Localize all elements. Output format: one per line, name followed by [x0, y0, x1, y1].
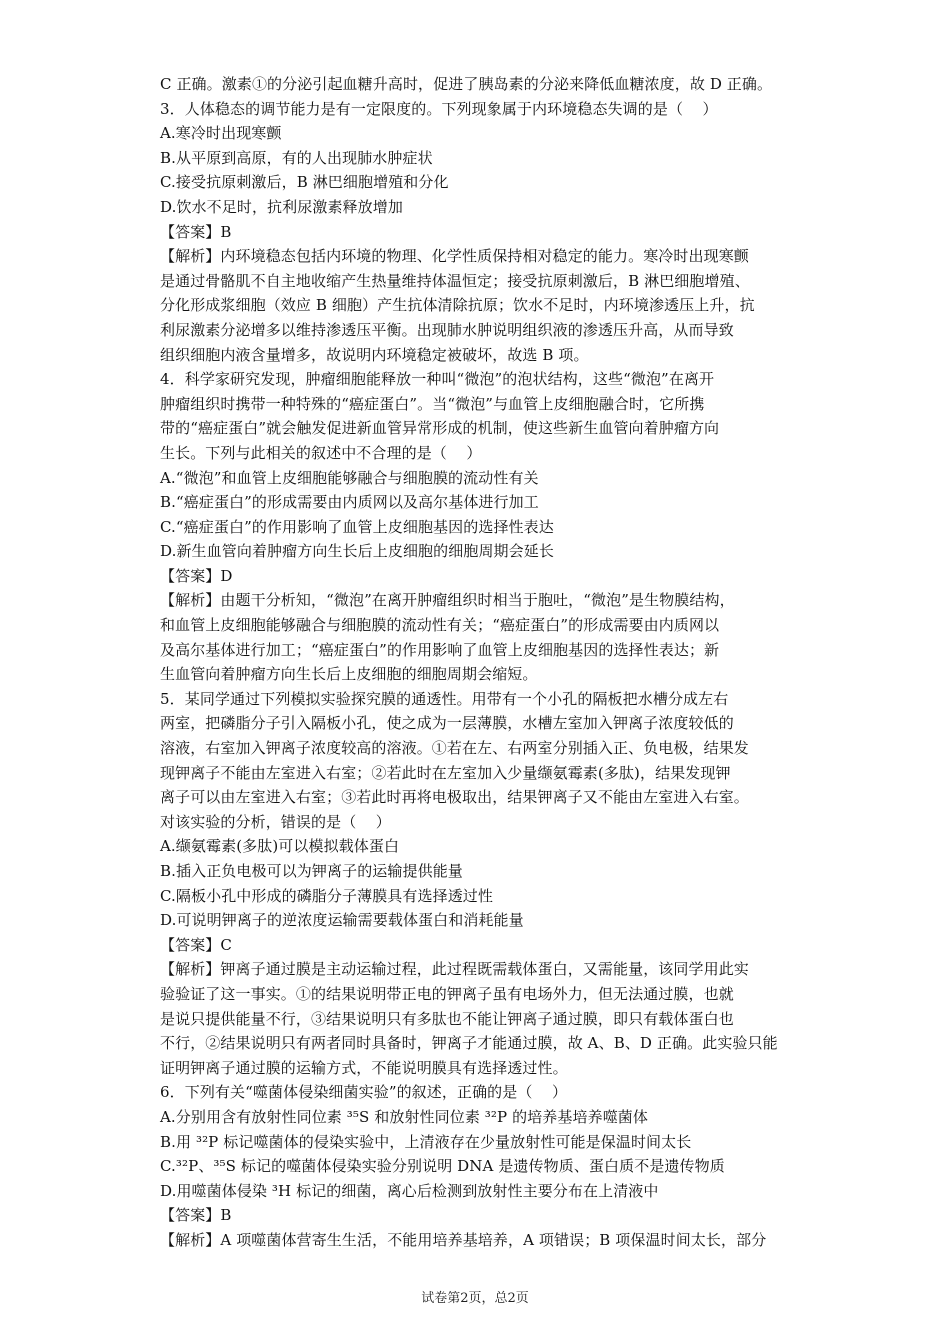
text-line: 【解析】由题干分析知，“微泡”在离开肿瘤组织时相当于胞吐，“微泡”是生物膜结构，: [160, 591, 735, 610]
text-line: B.用 ³²P 标记噬菌体的侵染实验中，上清液存在少量放射性可能是保温时间太长: [160, 1132, 692, 1151]
text-line: 利尿激素分泌增多以维持渗透压平衡。出现肺水肿说明组织液的渗透压升高，从而导致: [160, 320, 734, 339]
text-line: 及高尔基体进行加工；“癌症蛋白”的作用影响了血管上皮细胞基因的选择性表达；新: [160, 640, 720, 659]
text-line: 【解析】钾离子通过膜是主动运输过程，此过程既需载体蛋白，又需能量，该同学用此实: [160, 960, 749, 979]
text-line: 【解析】内环境稳态包括内环境的物理、化学性质保持相对稳定的能力。寒冷时出现寒颤: [160, 247, 749, 266]
text-line: C.隔板小孔中形成的磷脂分子薄膜具有选择透过性: [160, 886, 494, 905]
text-line: C.“癌症蛋白”的作用影响了血管上皮细胞基因的选择性表达: [160, 517, 554, 536]
text-line: C.³²P、³⁵S 标记的噬菌体侵染实验分别说明 DNA 是遗传物质、蛋白质不是遗传物质: [160, 1157, 725, 1176]
page-footer: 试卷第2页，总2页: [421, 1291, 529, 1306]
text-line: D.用噬菌体侵染 ³H 标记的细菌，离心后检测到放射性主要分布在上清液中: [160, 1181, 659, 1200]
text-line: 生长。下列与此相关的叙述中不合理的是（ ）: [160, 443, 482, 462]
text-line: 分化形成浆细胞（效应 B 细胞）产生抗体清除抗原；饮水不足时，内环境渗透压上升，抗: [160, 296, 755, 315]
text-line: B.插入正负电极可以为钾离子的运输提供能量: [160, 862, 463, 880]
text-line: C.接受抗原刺激后，B 淋巴细胞增殖和分化: [160, 173, 449, 192]
text-line: A.“微泡”和血管上皮细胞能够融合与细胞膜的流动性有关: [160, 468, 539, 487]
text-line: 两室，把磷脂分子引入隔板小孔，使之成为一层薄膜，水槽左室加入钾离子浓度较低的: [160, 714, 734, 733]
text-line: B.从平原到高原，有的人出现肺水肿症状: [160, 148, 433, 167]
text-line: D.饮水不足时，抗利尿激素释放增加: [160, 197, 403, 216]
text-line: B.“癌症蛋白”的形成需要由内质网以及高尔基体进行加工: [160, 493, 539, 512]
text-line: 带的“癌症蛋白”就会触发促进新血管异常形成的机制，使这些新生血管向着肿瘤方向: [160, 419, 720, 438]
text-line: 和血管上皮细胞能够融合与细胞膜的流动性有关；“癌症蛋白”的形成需要由内质网以: [160, 616, 720, 635]
text-line: 5．某同学通过下列模拟实验探究膜的通透性。用带有一个小孔的隔板把水槽分成左右: [160, 689, 729, 708]
text-line: 【答案】D: [160, 566, 233, 585]
text-line: D.可说明钾离子的逆浓度运输需要载体蛋白和消耗能量: [160, 911, 524, 930]
text-line: 组织细胞内液含量增多，故说明内环境稳定被破坏，故选 B 项。: [160, 345, 589, 364]
text-line: A.寒冷时出现寒颤: [160, 124, 282, 143]
text-line: 【答案】B: [160, 1206, 232, 1225]
text-line: 6．下列有关“噬菌体侵染细菌实验”的叙述，正确的是（ ）: [160, 1083, 568, 1102]
text-line: 【解析】A 项噬菌体营寄生生活，不能用培养基培养，A 项错误；B 项保温时间太长，部分: [160, 1230, 767, 1249]
text-line: 【答案】B: [160, 222, 232, 241]
text-line: 验验证了这一事实。①的结果说明带正电的钾离子虽有电场外力，但无法通过膜，也就: [160, 984, 734, 1003]
text-line: 是通过骨骼肌不自主地收缩产生热量维持体温恒定；接受抗原刺激后，B 淋巴细胞增殖、: [160, 271, 750, 290]
text-line: A.缬氨霉素(多肽)可以模拟载体蛋白: [160, 837, 400, 856]
text-line: 肿瘤组织时携带一种特殊的“癌症蛋白”。当“微泡”与血管上皮细胞融合时，它所携: [160, 394, 705, 413]
text-line: 证明钾离子通过膜的运输方式，不能说明膜具有选择透过性。: [160, 1058, 568, 1077]
text-line: 3．人体稳态的调节能力是有一定限度的。下列现象属于内环境稳态失调的是（ ）: [160, 99, 718, 118]
text-line: A.分别用含有放射性同位素 ³⁵S 和放射性同位素 ³²P 的培养基培养噬菌体: [160, 1107, 648, 1126]
text-line: 不行，②结果说明只有两者同时具备时，钾离子才能通过膜，故 A、B、D 正确。此实验只能: [160, 1034, 778, 1053]
text-line: 是说只提供能量不行，③结果说明只有多肽也不能让钾离子通过膜，即只有载体蛋白也: [160, 1009, 734, 1028]
text-line: 对该实验的分析，错误的是（ ）: [160, 812, 391, 831]
text-line: 【答案】C: [160, 935, 232, 954]
text-line: 离子可以由左室进入右室；③若此时再将电极取出，结果钾离子又不能由左室进入右室。: [160, 788, 749, 807]
text-line: D.新生血管向着肿瘤方向生长后上皮细胞的细胞周期会延长: [160, 542, 554, 561]
text-line: 溶液，右室加入钾离子浓度较高的溶液。①若在左、右两室分别插入正、负电极，结果发: [160, 739, 749, 758]
text-line: 4．科学家研究发现，肿瘤细胞能释放一种叫“微泡”的泡状结构，这些“微泡”在离开: [160, 370, 715, 389]
text-line: 生血管向着肿瘤方向生长后上皮细胞的细胞周期会缩短。: [160, 665, 538, 684]
text-line: 现钾离子不能由左室进入右室；②若此时在左室加入少量缬氨霉素(多肽)，结果发现钾: [160, 763, 731, 782]
text-line: C 正确。激素①的分泌引起血糖升高时，促进了胰岛素的分泌来降低血糖浓度，故 D 正确。: [160, 75, 773, 93]
document-body: [160, 72, 800, 1253]
